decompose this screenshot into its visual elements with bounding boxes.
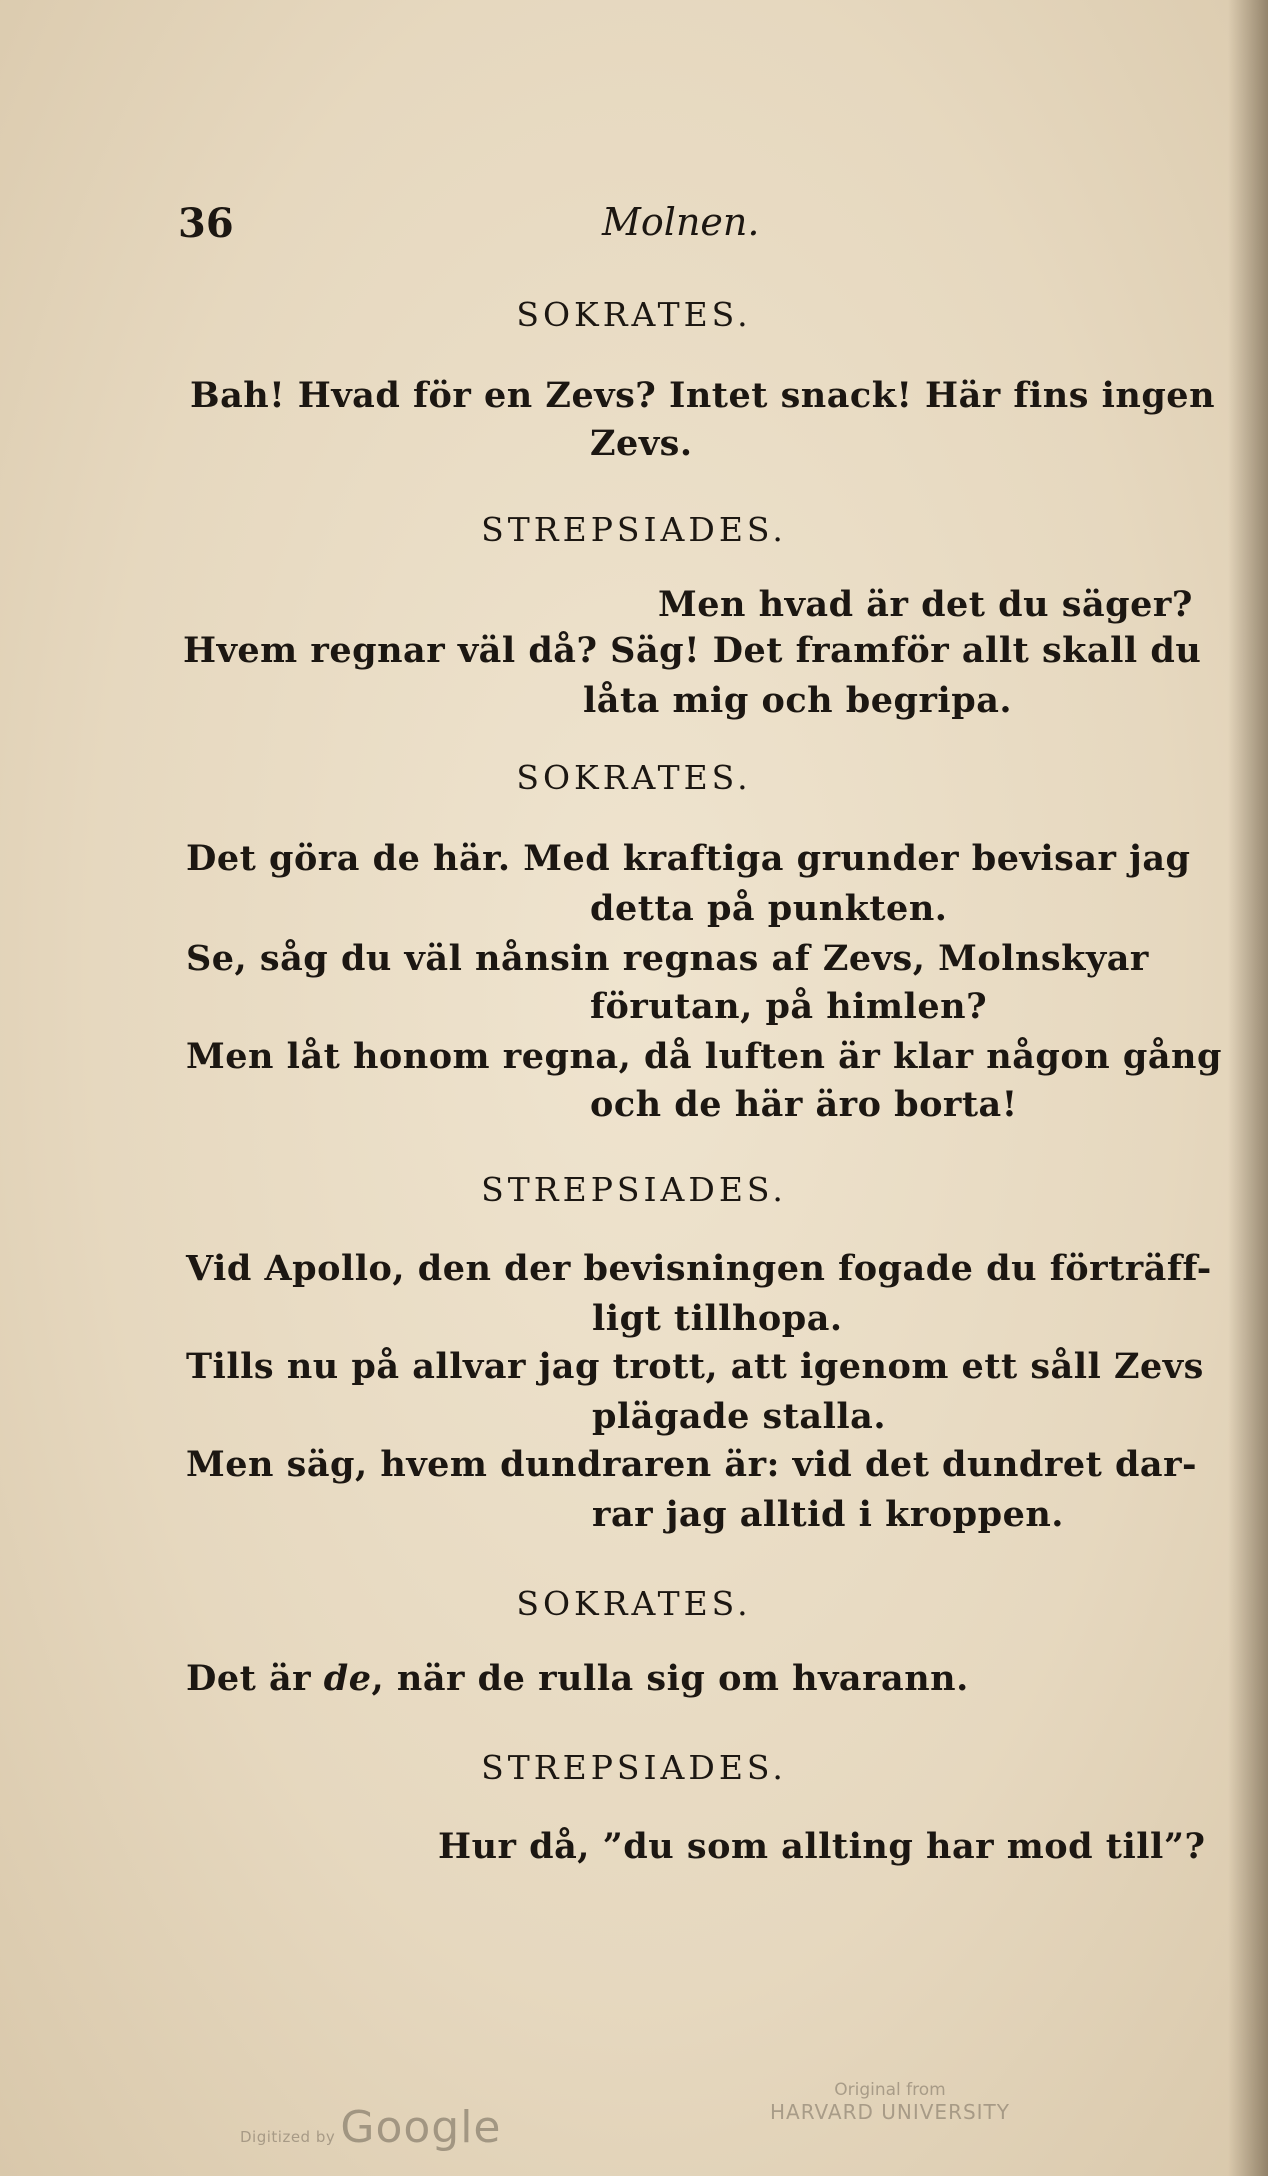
verse-line: Tills nu på allvar jag trott, att igenom ett såll Zevs <box>186 1346 1204 1387</box>
speaker-heading: STREPSIADES. <box>481 1748 787 1787</box>
speaker-heading: STREPSIADES. <box>481 510 787 549</box>
speaker-heading: SOKRATES. <box>516 758 752 797</box>
verse-line: låta mig och begripa. <box>583 680 1013 721</box>
verse-text: Det är <box>186 1658 324 1699</box>
harvard-text: HARVARD UNIVERSITY <box>769 2100 1010 2124</box>
verse-line: Hvem regnar väl då? Säg! Det framför allt skall du <box>183 630 1202 671</box>
verse-line: Det göra de här. Med kraftiga grunder bevisar jag <box>186 838 1191 879</box>
verse-line: rar jag alltid i kroppen. <box>592 1494 1064 1535</box>
verse-line: ligt tillhopa. <box>592 1298 843 1339</box>
verse-line: Men säg, hvem dundraren är: vid det dundret dar- <box>186 1444 1198 1485</box>
verse-line: Bah! Hvad för en Zevs? Intet snack! Här fins ingen <box>190 375 1216 416</box>
verse-line: Men hvad är det du säger? <box>658 584 1193 625</box>
verse-line: Se, såg du väl nånsin regnas af Zevs, Molnskyar <box>186 938 1149 979</box>
speaker-heading: STREPSIADES. <box>481 1170 787 1209</box>
origin-watermark <box>760 2080 1020 2124</box>
google-logo: Google <box>340 2102 502 2153</box>
original-from-text: Original from <box>834 2080 946 2100</box>
digitized-watermark <box>240 2102 502 2153</box>
verse-line: och de här äro borta! <box>590 1084 1018 1125</box>
verse-line: Zevs. <box>590 423 693 464</box>
verse-line: Hur då, ”du som allting har mod till”? <box>438 1826 1206 1867</box>
verse-line: förutan, på himlen? <box>590 986 988 1027</box>
verse-text: , när de rulla sig om hvarann. <box>371 1658 969 1699</box>
verse-line: plägade stalla. <box>592 1396 887 1437</box>
speaker-heading: SOKRATES. <box>516 295 752 334</box>
speaker-heading: SOKRATES. <box>516 1584 752 1623</box>
page-number: 36 <box>178 200 234 247</box>
verse-line: Men låt honom regna, då luften är klar någon gång <box>186 1036 1222 1077</box>
verse-line: Vid Apollo, den der bevisningen fogade du förträff- <box>186 1248 1212 1289</box>
running-title: Molnen. <box>602 200 760 244</box>
verse-line: detta på punkten. <box>590 888 948 929</box>
digitized-by-text: Digitized by <box>240 2128 336 2146</box>
verse-line <box>186 1658 969 1699</box>
emphasized-word: de <box>323 1658 372 1699</box>
